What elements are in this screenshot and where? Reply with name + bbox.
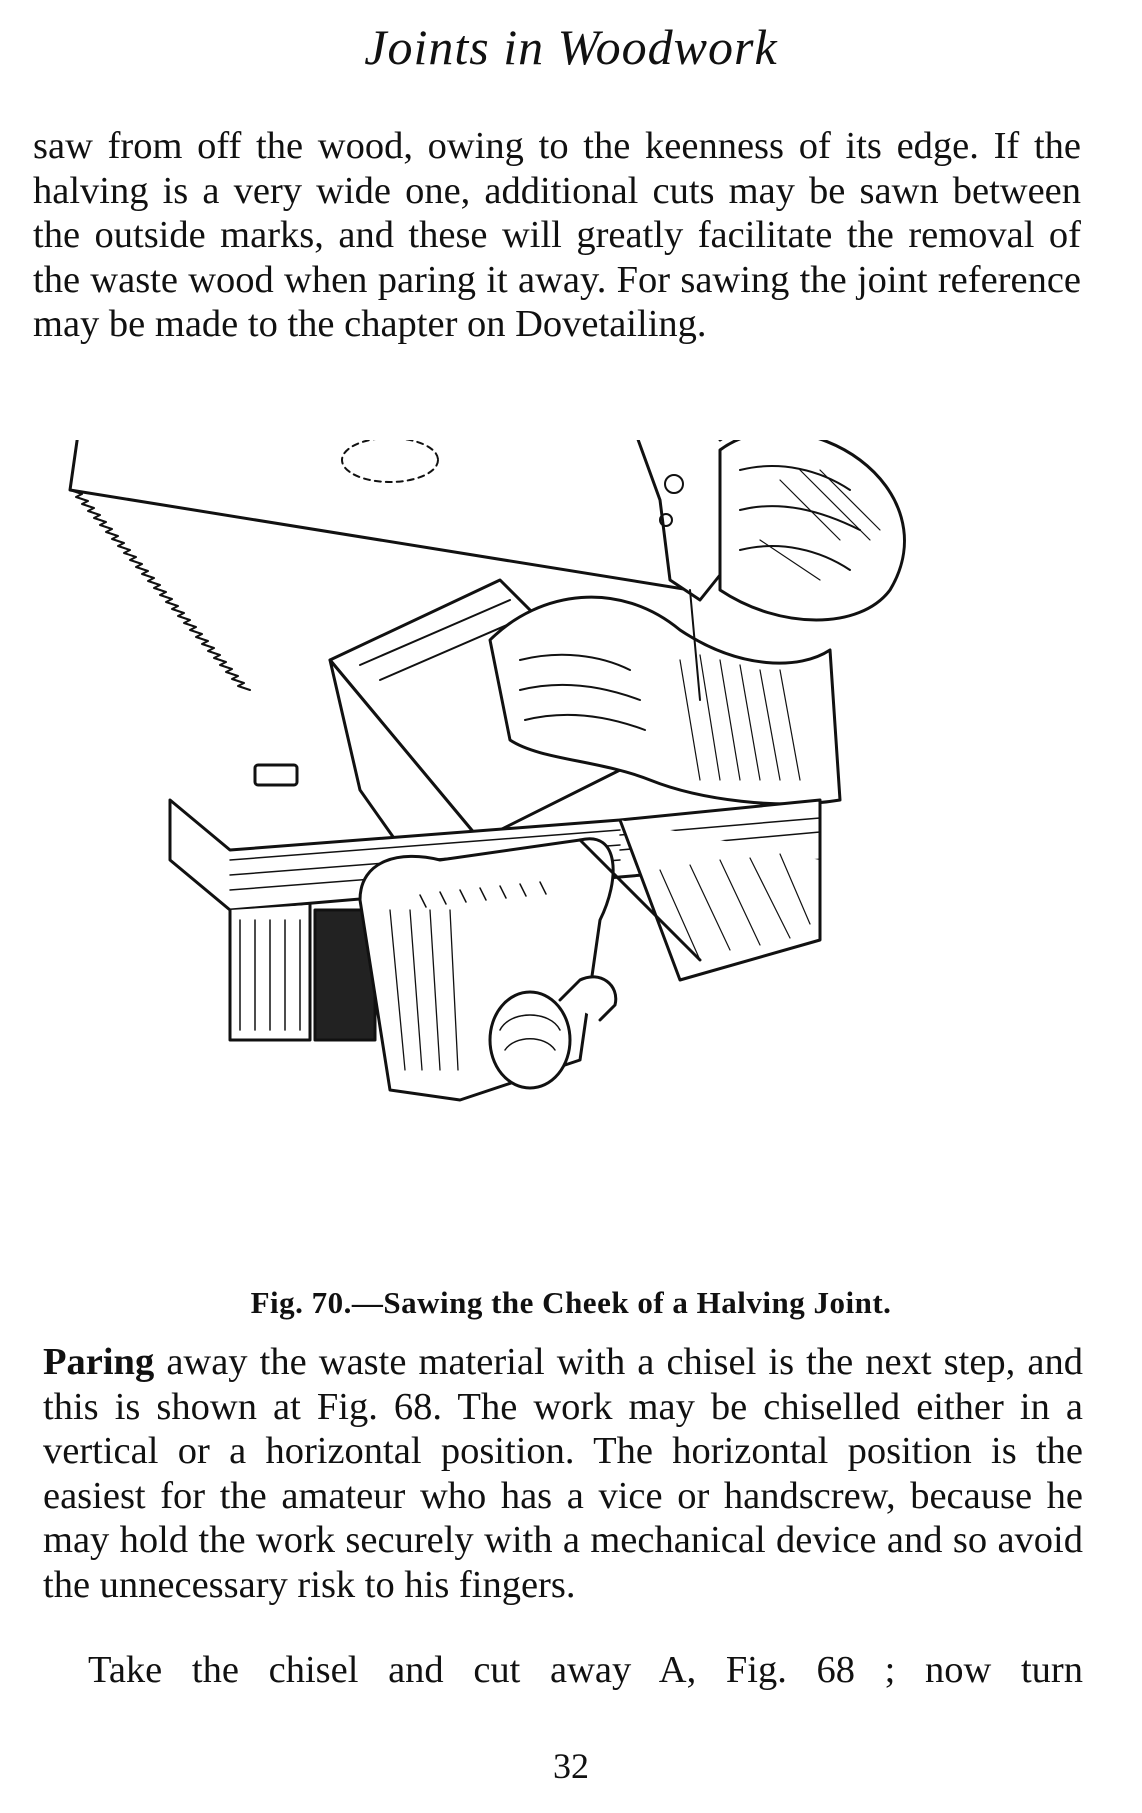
saw-and-hands-drawing: [60, 440, 1040, 1270]
body-paragraph-top: saw from off the wood, owing to the keenness of its edge. If the halving is a very wide one, additional cuts may be sawn between the outside marks, and these will greatly facilitate the removal of the waste wood when paring it away. For sawing the joint reference may be made to the chapter on Dovetailing.: [33, 125, 1081, 346]
paragraph-paring-text: away the waste material with a chisel is the next step, and this is shown at Fig. 68. The work may be chiselled either in a vertical or a horizontal position. The horizontal position is the easiest for the amateur who has a vice or handscrew, because he may hold the work securely with a mechanical device and so avoid the unnecessary risk to his fingers.: [43, 1341, 1083, 1606]
figure-70-illustration: [60, 440, 1040, 1270]
saw-teeth: [70, 490, 250, 690]
body-paragraph-last: Take the chisel and cut away A, Fig. 68 ; now turn: [88, 1649, 1083, 1691]
body-paragraph-paring: [43, 1340, 1083, 1608]
paragraph-lead-word: Paring: [43, 1341, 155, 1383]
right-hand: [720, 440, 904, 620]
saw-blade: [70, 440, 690, 590]
figure-caption: Fig. 70.—Sawing the Cheek of a Halving Joint.: [250, 1285, 892, 1320]
vice-screw-knob: [490, 992, 570, 1088]
vice-jaw: [360, 839, 613, 1100]
page-number: 32: [553, 1746, 589, 1786]
running-head: Joints in Woodwork: [364, 19, 778, 75]
small-block: [255, 765, 297, 785]
